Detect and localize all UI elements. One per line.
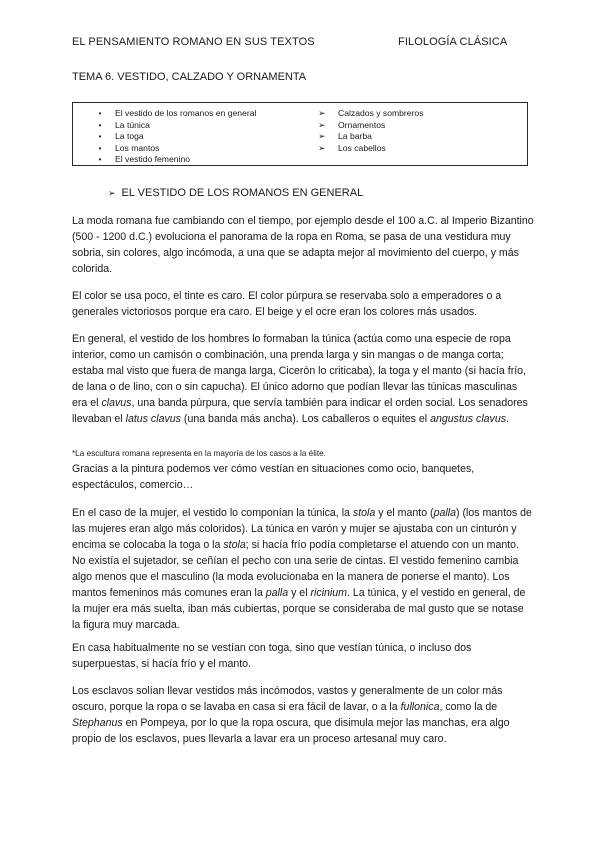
paragraph-mens-clothing: [72, 331, 534, 427]
header-course-title: EL PENSAMIENTO ROMANO EN SUS TEXTOS: [72, 36, 315, 48]
latin-term: stola: [352, 507, 376, 519]
paragraph-slaves-clothing: [72, 683, 534, 747]
text-run: En el caso de la mujer, el vestido lo componían la túnica, la: [72, 507, 353, 519]
section-heading: [108, 187, 363, 199]
paragraph-fashion-evolution: La moda romana fue cambiando con el tiempo, por ejemplo desde el 100 a.C. al Imperio Bizantino (500 - 1200 d.C.) evoluciona el panorama de la ropa en Roma, se pasa de una vestidura muy sobria, sin colores, algo incómoda, a una que se adapta mejor al movimiento del cuerpo, y más colorida.: [72, 215, 534, 275]
bullet-icon: •: [98, 143, 102, 153]
toc-item-label: Calzados y sombreros: [338, 108, 424, 118]
arrow-bullet-icon: ➢: [318, 131, 326, 141]
sculpture-note: *La escultura romana representa en la mayoría de los casos a la élite.: [72, 449, 326, 458]
paragraph-womens-clothing: [72, 505, 534, 633]
latin-term: palla: [433, 507, 456, 519]
text-run: y el manto (: [375, 507, 434, 519]
latin-term: clavus: [101, 397, 132, 409]
latin-term: latus clavus: [125, 413, 181, 425]
bullet-icon: •: [98, 109, 102, 118]
paragraph-colors: El color se usa poco, el tinte es caro. El color púrpura se reservaba solo a emperadores o a generales victoriosos porque era caro. El beige y el ocre eran los colores más usados.: [72, 290, 502, 318]
bullet-icon: •: [98, 132, 102, 141]
paragraph-painting: Gracias a la pintura podemos ver cómo vestían en situaciones como ocio, banquetes, espectáculos, comercio…: [72, 463, 475, 491]
toc-item: [95, 154, 256, 166]
text-run: .: [506, 413, 509, 425]
latin-term: Stephanus: [72, 717, 123, 729]
toc-item-label: La toga: [115, 131, 144, 141]
arrow-bullet-icon: ➢: [108, 188, 116, 198]
toc-item: [318, 131, 424, 143]
latin-term: stola: [223, 539, 246, 551]
latin-term: palla: [265, 587, 289, 599]
toc-item: [95, 131, 256, 143]
text-run: , como la de: [439, 701, 498, 713]
header-subject: FILOLOGÍA CLÁSICA: [398, 36, 508, 48]
toc-item: [95, 143, 256, 155]
toc-item-label: La barba: [338, 131, 372, 141]
toc-right-column: [318, 108, 424, 154]
arrow-bullet-icon: ➢: [318, 119, 326, 130]
toc-item: [95, 108, 256, 120]
toc-item: [318, 108, 424, 120]
toc-item-label: Los cabellos: [338, 142, 386, 153]
arrow-bullet-icon: ➢: [318, 142, 326, 153]
latin-term: fullonica: [400, 701, 440, 713]
toc-item-label: El vestido femenino: [115, 154, 190, 164]
latin-term: angustus clavus: [430, 413, 507, 425]
text-run: En general, el vestido de los hombres lo formaban la túnica (actúa como una especie de ropa interior, como un camisón o combinación, una prenda larga y sin mangas o de manga corta; estaba mal visto que fuera de manga larga, Cicerón lo criticaba), la toga y el manto (si hacía frío, de lana o de lino, con o sin capucha). El único adorno que podían llevar las túnicas masculinas era el: [72, 333, 526, 409]
text-run: ) (los mantos de las mujeres eran algo más coloridos). La túnica en varón y mujer se ajustaba con un cinturón y encima se colocaba la toga o la: [72, 507, 532, 551]
toc-item: [95, 120, 256, 132]
toc-item-label: Los mantos: [115, 142, 160, 153]
text-run: (una banda más ancha). Los caballeros o equites el: [180, 413, 431, 425]
bullet-icon: •: [98, 155, 102, 164]
text-run: en Pompeya, por lo que la ropa oscura, que disimula mejor las manchas, era algo propio de los esclavos, pues llevarla a lavar era un proceso artesanal muy caro.: [72, 717, 510, 745]
text-run: y el: [288, 587, 311, 599]
section-heading-text: EL VESTIDO DE LOS ROMANOS EN GENERAL: [121, 187, 364, 199]
text-run: , una banda púrpura, que servía también para indicar el orden social. Los senadores llevaban el: [72, 397, 528, 425]
text-run: Los esclavos solían llevar vestidos más incómodos, vastos y generalmente de un color más oscuro, porque la ropa o se lavaba en casa si era fácil de lavar, o a la: [72, 685, 503, 713]
text-run: ; si hacía frío podía completarse el atuendo con un manto. No existía el sujetador, se ceñían el pecho con una serie de cintas. El vestido femenino cambia algo menos que el masculino (la moda evolucionaba en la manera de ponerse el manto). Los mantos femeninos más comunes eran la: [72, 539, 519, 599]
toc-item: [318, 120, 424, 132]
topic-title: TEMA 6. VESTIDO, CALZADO Y ORNAMENTA: [72, 71, 307, 83]
toc-item-label: La túnica: [115, 119, 150, 130]
latin-term: ricinium: [310, 587, 347, 599]
bullet-icon: •: [98, 120, 102, 130]
toc-item: [318, 143, 424, 155]
text-run: . La túnica, y el vestido en general, de la mujer era más suelta, iban más cubiertas, porque se consideraba de mal gusto que se notase la figura muy marcada.: [72, 587, 526, 631]
toc-item-label: El vestido de los romanos en general: [115, 108, 257, 118]
toc-item-label: Ornamentos: [338, 119, 386, 130]
toc-left-column: [95, 108, 256, 166]
paragraph-home-clothing: En casa habitualmente no se vestían con toga, sino que vestían túnica, o incluso dos superpuestas, si hacía frío y el manto.: [72, 642, 472, 670]
table-of-contents-box: [72, 102, 528, 166]
arrow-bullet-icon: ➢: [318, 108, 326, 118]
